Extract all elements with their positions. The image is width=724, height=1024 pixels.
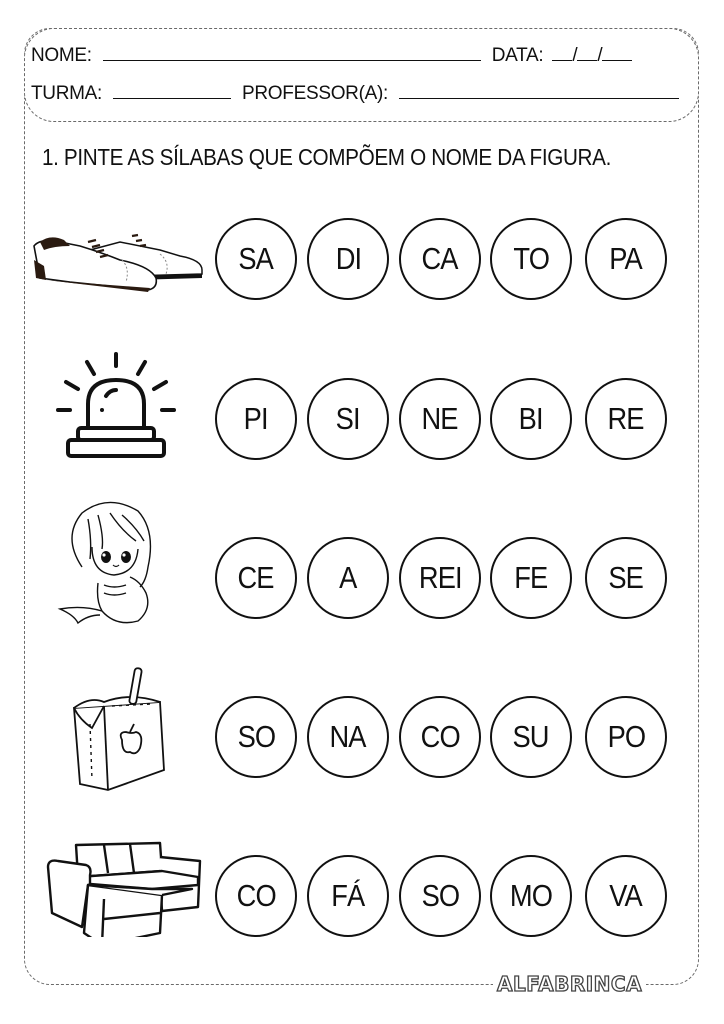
syllable-text: CO	[236, 878, 276, 913]
syllable-text: CA	[421, 241, 459, 276]
mermaid-icon	[52, 497, 172, 637]
syllable-text: PO	[607, 719, 645, 754]
syllable-text: TO	[513, 241, 549, 276]
class-field[interactable]	[113, 81, 231, 99]
syllable-circle[interactable]	[490, 537, 572, 619]
syllable-circle[interactable]	[307, 378, 389, 460]
syllable-circle[interactable]	[585, 696, 667, 778]
name-label: NOME:	[31, 45, 92, 66]
syllable-text: VA	[609, 878, 643, 913]
syllable-circle[interactable]	[399, 537, 481, 619]
syllable-text: NE	[421, 401, 459, 436]
syllable-text: SU	[512, 719, 550, 754]
syllable-circle[interactable]	[307, 855, 389, 937]
syllable-text: SO	[421, 878, 459, 913]
syllable-circle[interactable]	[585, 537, 667, 619]
syllable-circle[interactable]	[215, 378, 297, 460]
syllable-circle[interactable]	[215, 855, 297, 937]
syllable-text: RE	[607, 401, 645, 436]
date-month-field[interactable]	[577, 43, 597, 61]
syllable-circle[interactable]	[490, 696, 572, 778]
teacher-field[interactable]	[399, 81, 679, 99]
syllable-text: SA	[238, 241, 274, 276]
syllable-circle[interactable]	[399, 218, 481, 300]
date-year-field[interactable]	[602, 43, 632, 61]
name-line	[31, 43, 632, 67]
syllable-circle[interactable]	[490, 378, 572, 460]
syllable-circle[interactable]	[399, 378, 481, 460]
syllable-circle[interactable]	[585, 218, 667, 300]
brand-logo: ALFABRINCA	[493, 972, 646, 998]
syllable-circle[interactable]	[585, 378, 667, 460]
syllable-text: DI	[335, 241, 361, 276]
shoes-icon	[30, 220, 210, 300]
instruction-text: 1. PINTE AS SÍLABAS QUE COMPÕEM O NOME DA FIGURA.	[42, 144, 611, 170]
syllable-text: FE	[514, 560, 548, 595]
exercise-row-mermaid	[0, 533, 724, 623]
syllable-circle[interactable]	[215, 696, 297, 778]
teacher-label: PROFESSOR(A):	[242, 83, 389, 104]
syllable-text: SE	[608, 560, 644, 595]
class-teacher-line	[31, 81, 679, 105]
name-field[interactable]	[103, 43, 481, 61]
exercise-row-siren	[0, 374, 724, 464]
syllable-text: SO	[237, 719, 275, 754]
syllable-text: A	[339, 560, 357, 595]
syllable-circle[interactable]	[399, 696, 481, 778]
syllable-circle[interactable]	[215, 537, 297, 619]
syllable-text: BI	[518, 401, 544, 436]
siren-icon	[54, 350, 178, 462]
syllable-circle[interactable]	[307, 218, 389, 300]
date-separator: /	[572, 45, 578, 66]
syllable-circle[interactable]	[307, 537, 389, 619]
syllable-text: PI	[243, 401, 269, 436]
sofa-icon	[42, 837, 206, 937]
class-label: TURMA:	[31, 83, 103, 104]
syllable-circle[interactable]	[307, 696, 389, 778]
date-day-field[interactable]	[552, 43, 572, 61]
exercise-row-juice	[0, 692, 724, 782]
syllable-circle[interactable]	[215, 218, 297, 300]
syllable-text: SI	[335, 401, 361, 436]
syllable-text: CE	[237, 560, 275, 595]
syllable-circle[interactable]	[490, 855, 572, 937]
date-label: DATA:	[491, 45, 544, 66]
syllable-circle[interactable]	[585, 855, 667, 937]
syllable-text: NA	[329, 719, 367, 754]
syllable-circle[interactable]	[490, 218, 572, 300]
syllable-text: PA	[609, 241, 643, 276]
syllable-text: REI	[418, 560, 462, 595]
juice-box-icon	[70, 662, 170, 792]
exercise-row-shoes	[0, 214, 724, 304]
syllable-text: FÁ	[331, 878, 365, 913]
syllable-circle[interactable]	[399, 855, 481, 937]
syllable-text: MO	[509, 878, 553, 913]
exercise-row-sofa	[0, 851, 724, 941]
date-separator: /	[597, 45, 603, 66]
syllable-text: CO	[420, 719, 460, 754]
student-info-box	[24, 28, 699, 122]
